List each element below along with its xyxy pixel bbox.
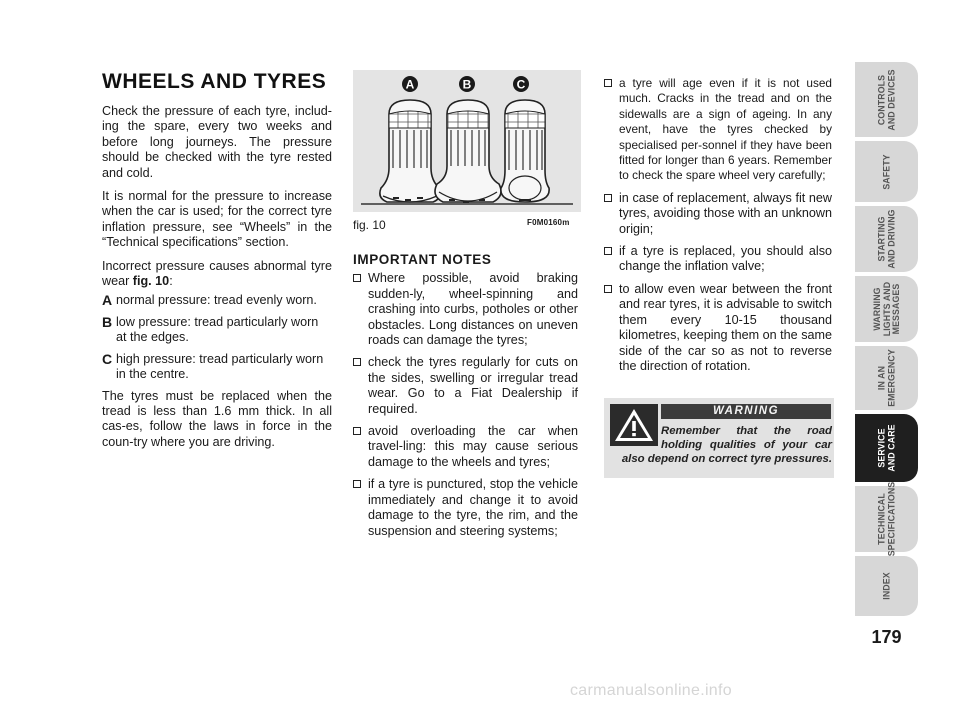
list-item [353,355,578,417]
left-column [102,104,332,458]
tyre-wear-figure [353,70,581,212]
tab-label: CONTROLS AND DEVICES [876,68,896,131]
warning-line: also depend on correct tyre pressures. [621,453,832,465]
paragraph: It is normal for the pressure to increase when the car is used; for the correct tyre inflation pressure, see “Wheels” in the “Technical specifications” section. [102,189,332,250]
item-text: normal pressure: tread evenly worn. [116,293,317,308]
tyre-illustration [353,70,581,212]
tyre-wear-item-c [102,352,332,383]
tab-label: TECHNICAL SPECIFICATIONS [876,481,896,557]
tab-label: SERVICE AND CARE [876,424,896,472]
figure-code: F0M0160m [527,218,570,227]
item-letter: C [102,350,113,367]
incorrect-pressure-paragraph [102,259,332,290]
list-item-text: check the tyres regularly for cuts on the sides, swelling or irregular tread wear. Go to a Fiat Dealership if required. [368,355,578,416]
tyre-advice-list [604,76,832,374]
tab-label: SAFETY [880,153,891,190]
figure-label-c: C [516,77,526,92]
checkbox-bullet-icon [353,427,361,435]
paragraph: Check the pressure of each tyre, includ-ing the spare, every two weeks and before long journeys. The pressure should be checked with the tyre rested and cold. [102,104,332,180]
tyre-wear-item-a [102,293,332,308]
checkbox-bullet-icon [604,285,612,293]
right-column [604,76,832,381]
list-item [604,191,832,237]
warning-box [604,398,834,478]
checkbox-bullet-icon [353,480,361,488]
incorrect-pressure-text: Incorrect pressure causes abnormal tyre wear [102,258,332,289]
warning-line: Remember that the road [661,425,832,437]
tab-starting-and-driving[interactable] [855,206,918,272]
tab-controls-and-devices[interactable] [855,62,918,137]
list-item [604,282,832,374]
list-item [604,244,832,275]
section-title: WHEELS AND TYRES [102,70,327,93]
figure-label-a: A [405,77,415,92]
list-item-text: in case of replacement, always fit new tyres, avoiding those with an unknown origin; [619,190,832,236]
checkbox-bullet-icon [604,79,612,87]
notes-list [353,271,578,539]
tab-technical-specifications[interactable] [855,481,918,557]
warning-line: holding qualities of your car [661,439,832,451]
tab-safety[interactable] [855,141,918,202]
item-text: high pressure: tread particularly worn in the centre. [116,351,324,382]
item-text: low pressure: tread particularly worn at the edges. [116,314,319,345]
tab-label: STARTING AND DRIVING [876,209,896,269]
checkbox-bullet-icon [604,194,612,202]
item-letter: B [102,313,113,330]
list-item-text: if a tyre is punctured, stop the vehicle immediately and change it to avoid damage to the tyre, the rim, and the suspension and steering systems; [368,477,578,538]
watermark: carmanualsonline.info [570,682,732,699]
list-item [353,424,578,470]
list-item-text: if a tyre is replaced, you should also change the inflation valve; [619,244,832,274]
tyre-b-low [435,100,501,202]
tab-service-and-care[interactable] [855,414,918,482]
list-item [604,76,832,184]
tab-label: IN AN EMERGENCY [876,349,896,407]
closing-paragraph: The tyres must be replaced when the tread is less than 1.6 mm thick. In all cas-es, follow the laws in force in the coun-try where you are driving. [102,388,332,449]
tyre-c-high [501,100,549,202]
tyre-a-normal [380,100,440,202]
checkbox-bullet-icon [353,274,361,282]
figure-reference: fig. 10 [132,274,170,289]
tab-label: WARNING LIGHTS AND MESSAGES [871,281,901,337]
list-item [353,477,578,539]
tyre-wear-item-b [102,315,332,346]
item-letter: A [102,292,113,309]
figure-caption: fig. 10 [353,218,386,232]
important-notes [353,252,578,546]
list-item-text: to allow even wear between the front and rear tyres, it is advisable to switch them every 10-15 thousand kilometres, keeping them on the same side of the car so as not to reverse the direction of rotation. [619,281,832,373]
tab-in-an-emergency[interactable] [855,346,918,410]
list-item [353,271,578,348]
checkbox-bullet-icon [353,358,361,366]
page-number: 179 [871,627,902,647]
tab-label: INDEX [880,572,891,600]
tab-index[interactable] [855,556,918,616]
warning-text [609,424,832,466]
figure-label-b: B [462,77,472,92]
warning-label: WARNING [661,404,831,419]
list-item-text: avoid overloading the car when travel-ling: this may cause serious damage to the wheels and tyres; [368,424,578,469]
colon: : [169,274,173,289]
tab-warning-lights-and-messages[interactable] [855,276,918,342]
notes-heading: IMPORTANT NOTES [353,252,492,267]
list-item-text: Where possible, avoid braking sudden-ly, wheel-spinning and crashing into curbs, potholes or other obstacles. Long distances on uneven roads can damage the tyres; [368,271,578,348]
checkbox-bullet-icon [604,247,612,255]
list-item-text: a tyre will age even if it is not used much. Cracks in the tread and on the sidewalls are a sign of ageing. In any event, have the tyres checked by specialised per-sonnel if they have been fitted for longer than 6 years. Remember to check the spare wheel very carefully; [619,76,832,183]
